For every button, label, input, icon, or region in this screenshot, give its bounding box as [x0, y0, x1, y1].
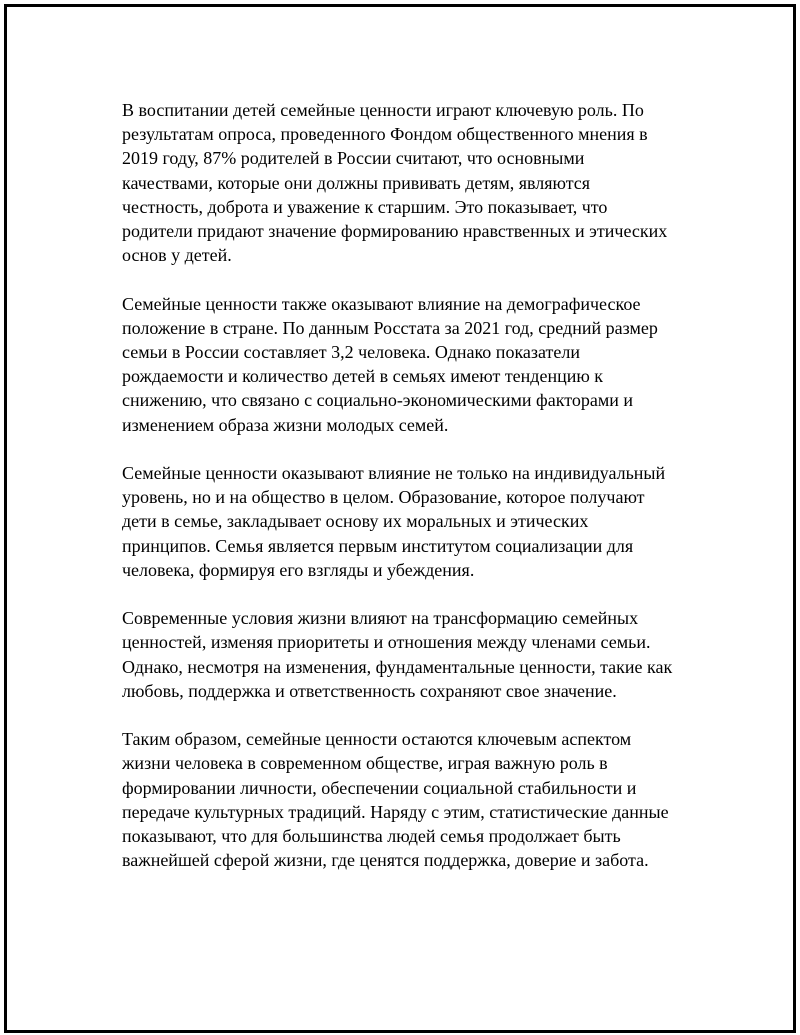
text-line: снижению, что связано с социально-экономическими факторами и [122, 390, 633, 411]
text-line: важнейшей сферой жизни, где ценятся поддержка, доверие и забота. [122, 850, 649, 871]
text-line: 2019 году, 87% родителей в России считают, что основными [122, 148, 585, 169]
text-line: ценностей, изменяя приоритеты и отношения между членами семьи. [122, 632, 651, 653]
text-line: рождаемости и количество детей в семьях имеют тенденцию к [122, 366, 604, 387]
text-line: изменением образа жизни молодых семей. [122, 414, 449, 435]
text-line: Семейные ценности оказывают влияние не только на индивидуальный [122, 463, 666, 484]
text-line: Таким образом, семейные ценности остаются ключевым аспектом [122, 729, 632, 750]
text-line: семьи в России составляет 3,2 человека. Однако показатели [122, 342, 581, 363]
text-line: уровень, но и на общество в целом. Образование, которое получают [122, 487, 645, 508]
text-line: положение в стране. По данным Росстата за 2021 год, средний размер [122, 317, 658, 338]
text-line: родители придают значение формированию нравственных и этических [122, 221, 668, 242]
text-line: результатам опроса, проведенного Фондом общественного мнения в [122, 124, 648, 145]
text-line: показывают, что для большинства людей семья продолжает быть [122, 826, 621, 847]
paragraph-1 [122, 98, 688, 267]
text-line: человека, формируя его взгляды и убеждения. [122, 559, 475, 580]
text-line: дети в семье, закладывает основу их моральных и этических [122, 511, 589, 532]
text-line: Современные условия жизни влияют на трансформацию семейных [122, 608, 639, 629]
text-line: качествами, которые они должны прививать детям, являются [122, 172, 591, 193]
text-line: В воспитании детей семейные ценности играют ключевую роль. По [122, 100, 644, 120]
text-line: Семейные ценности также оказывают влияние на демографическое [122, 293, 641, 314]
paragraph-2 [122, 292, 688, 437]
paragraph-4 [122, 606, 688, 703]
text-line: основ у детей. [122, 245, 232, 266]
document-body [122, 98, 688, 897]
text-line: формировании личности, обеспечении социальной стабильности и [122, 777, 637, 798]
paragraph-5 [122, 727, 688, 872]
page-frame [4, 4, 796, 1033]
text-line: принципов. Семья является первым институтом социализации для [122, 535, 634, 556]
paragraph-3 [122, 461, 688, 582]
text-line: честность, доброта и уважение к старшим. Это показывает, что [122, 196, 608, 217]
text-line: любовь, поддержка и ответственность сохраняют свое значение. [122, 680, 617, 701]
text-line: передаче культурных традиций. Наряду с этим, статистические данные [122, 801, 669, 822]
text-line: Однако, несмотря на изменения, фундаментальные ценности, такие как [122, 656, 673, 677]
text-line: жизни человека в современном обществе, играя важную роль в [122, 753, 608, 774]
